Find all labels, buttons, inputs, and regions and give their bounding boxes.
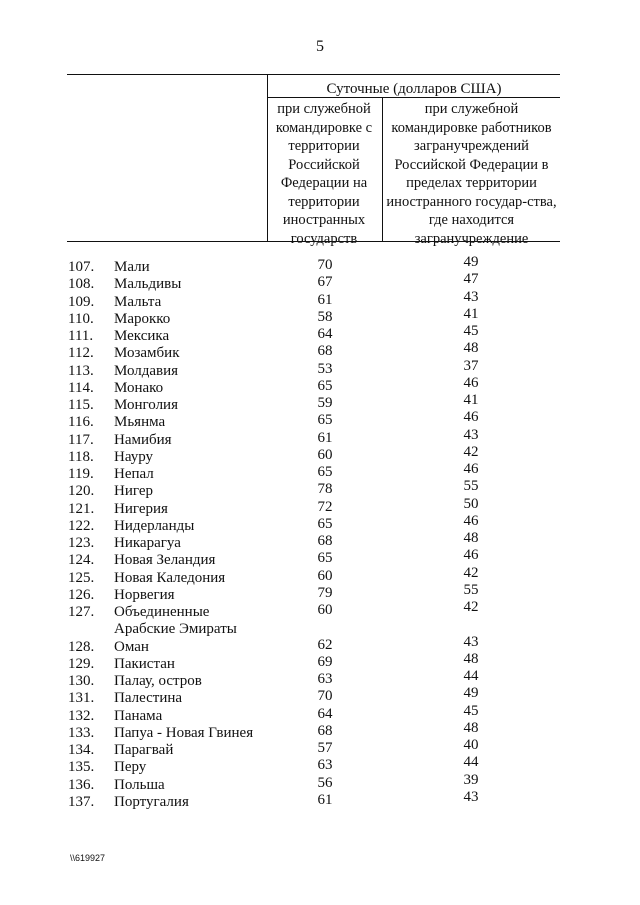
row-number: 121. (68, 500, 95, 517)
country-name: Нидерланды (114, 517, 195, 534)
country-name: Никарагуа (114, 535, 181, 551)
per-diem-foreign-trip: 65 (317, 412, 333, 429)
country-name: Нигерия (114, 500, 168, 517)
per-diem-foreign-trip: 64 (317, 705, 333, 722)
per-diem-foreign-trip: 68 (317, 343, 333, 360)
per-diem-local-mission: 39 (463, 771, 479, 788)
per-diem-local-mission: 40 (463, 737, 479, 753)
country-name: Парагвай (114, 742, 174, 758)
row-number: 132. (68, 707, 95, 724)
row-number: 131. (68, 690, 95, 707)
country-name: Новая Зеландия (114, 552, 216, 569)
table-top-rule (67, 74, 560, 75)
per-diem-local-mission: 49 (463, 254, 479, 270)
per-diem-foreign-trip: 56 (317, 774, 333, 791)
per-diem-local-mission: 37 (463, 357, 479, 374)
country-name: Нигер (114, 483, 153, 500)
per-diem-local-mission: 42 (463, 443, 479, 460)
row-number: 136. (68, 776, 95, 793)
row-number: 108. (68, 276, 95, 293)
per-diem-local-mission: 48 (463, 530, 479, 546)
country-name: Мексика (114, 328, 170, 344)
per-diem-local-mission: 42 (463, 599, 479, 615)
table-body (0, 254, 640, 811)
country-name: Новая Каледония (114, 569, 226, 586)
per-diem-local-mission: 43 (463, 426, 479, 443)
country-name: Пакистан (114, 655, 175, 672)
table-row (0, 788, 640, 811)
row-number: 114. (68, 379, 94, 396)
row-number: 126. (68, 586, 95, 603)
country-name: Науру (114, 448, 154, 465)
row-number: 134. (68, 742, 95, 758)
country-name: Папуа - Новая Гвинея (114, 724, 254, 741)
per-diem-local-mission: 46 (463, 512, 479, 529)
per-diem-local-mission: 45 (463, 702, 479, 719)
per-diem-foreign-trip: 78 (317, 481, 333, 498)
row-number: 112. (68, 345, 94, 362)
header-column-2: при служебной командировке работников загранучреждений Российской Федерации в пределах территории иностранного государ-ства, где находится загранучреждение (386, 101, 557, 247)
country-name: Намибия (114, 431, 172, 448)
per-diem-local-mission: 50 (463, 495, 479, 512)
country-name: Монако (114, 379, 164, 396)
country-name: Монголия (114, 397, 178, 413)
per-diem-foreign-trip: 63 (317, 671, 333, 687)
row-number: 137. (68, 793, 95, 810)
per-diem-local-mission: 47 (463, 271, 479, 288)
row-number: 120. (68, 483, 95, 500)
row-number: 118. (68, 448, 94, 465)
per-diem-foreign-trip: 79 (317, 584, 333, 601)
row-number: 128. (68, 638, 95, 655)
country-name: Мали (114, 259, 150, 275)
per-diem-local-mission: 46 (463, 409, 479, 426)
per-diem-foreign-trip: 65 (317, 515, 333, 532)
row-number: 117. (68, 431, 94, 448)
row-number: 122. (68, 517, 95, 534)
per-diem-local-mission: 55 (463, 581, 479, 598)
row-number: 110. (68, 310, 94, 327)
row-number: 123. (68, 535, 95, 551)
per-diem-foreign-trip: 68 (317, 722, 333, 739)
country-name: Палау, остров (114, 673, 202, 689)
country-name: Оман (114, 638, 149, 655)
per-diem-local-mission: 43 (463, 788, 479, 805)
row-number: 135. (68, 759, 95, 776)
per-diem-foreign-trip: 61 (317, 791, 333, 808)
page-number: 5 (316, 38, 324, 55)
row-number: 119. (68, 466, 94, 482)
per-diem-local-mission: 43 (463, 633, 479, 650)
per-diem-foreign-trip: 63 (317, 757, 333, 774)
per-diem-foreign-trip: 60 (317, 567, 333, 584)
per-diem-local-mission: 43 (463, 288, 479, 305)
country-name: Мальдивы (114, 276, 182, 293)
per-diem-foreign-trip: 59 (317, 395, 333, 411)
row-number: 109. (68, 293, 95, 310)
country-name: Объединенные Арабские Эмираты (114, 604, 237, 637)
per-diem-local-mission: 48 (463, 650, 479, 667)
row-number: 115. (68, 397, 94, 413)
per-diem-foreign-trip: 69 (317, 653, 333, 670)
per-diem-local-mission: 49 (463, 685, 479, 702)
per-diem-foreign-trip: 61 (317, 291, 333, 308)
country-name: Мьянма (114, 414, 166, 431)
row-number: 125. (68, 569, 95, 586)
country-name: Палестина (114, 690, 183, 707)
per-diem-local-mission: 44 (463, 668, 479, 684)
per-diem-foreign-trip: 70 (317, 688, 333, 705)
per-diem-foreign-trip: 58 (317, 308, 333, 325)
per-diem-foreign-trip: 57 (317, 740, 333, 756)
per-diem-local-mission: 48 (463, 340, 479, 357)
footer-document-code: \\619927 (70, 853, 106, 863)
header-column-1: при служебной командировке с территории Российской Федерации на территории иностранных государств (275, 101, 373, 247)
per-diem-foreign-trip: 61 (317, 429, 333, 446)
country-name: Непал (114, 466, 154, 482)
per-diem-local-mission: 41 (463, 392, 479, 408)
country-name: Норвегия (114, 586, 175, 603)
per-diem-foreign-trip: 72 (317, 498, 333, 515)
per-diem-foreign-trip: 60 (317, 446, 333, 463)
country-name: Молдавия (114, 362, 179, 379)
per-diem-foreign-trip: 65 (317, 464, 333, 480)
country-name: Мальта (114, 293, 162, 310)
per-diem-local-mission: 44 (463, 754, 479, 771)
per-diem-foreign-trip: 68 (317, 533, 333, 549)
country-name: Мозамбик (114, 345, 180, 362)
header-main-title: Суточные (долларов США) (326, 81, 502, 97)
per-diem-local-mission: 46 (463, 547, 479, 564)
country-name: Польша (114, 776, 165, 793)
per-diem-local-mission: 46 (463, 374, 479, 391)
country-name: Марокко (114, 310, 171, 327)
per-diem-local-mission: 55 (463, 478, 479, 495)
per-diem-foreign-trip: 65 (317, 550, 333, 567)
per-diem-local-mission: 41 (463, 305, 479, 322)
row-number: 130. (68, 673, 95, 689)
per-diem-local-mission: 48 (463, 719, 479, 736)
per-diem-foreign-trip: 65 (317, 377, 333, 394)
per-diem-local-mission: 46 (463, 461, 479, 477)
row-number: 129. (68, 655, 95, 672)
per-diem-foreign-trip: 70 (317, 257, 333, 273)
row-number: 111. (68, 328, 94, 344)
table-row (0, 599, 640, 639)
per-diem-foreign-trip: 60 (317, 602, 333, 618)
per-diem-local-mission: 42 (463, 564, 479, 581)
per-diem-foreign-trip: 64 (317, 326, 333, 342)
per-diem-foreign-trip: 62 (317, 636, 333, 653)
per-diem-foreign-trip: 67 (317, 274, 333, 291)
row-number: 107. (68, 259, 95, 275)
country-name: Панама (114, 707, 163, 724)
country-name: Португалия (114, 793, 189, 810)
row-number: 113. (68, 362, 94, 379)
country-name: Перу (114, 759, 147, 776)
per-diem-local-mission: 45 (463, 323, 479, 339)
row-number: 116. (68, 414, 94, 431)
row-number: 124. (68, 552, 95, 569)
row-number: 133. (68, 724, 95, 741)
per-diem-foreign-trip: 53 (317, 360, 333, 377)
row-number: 127. (68, 604, 95, 620)
